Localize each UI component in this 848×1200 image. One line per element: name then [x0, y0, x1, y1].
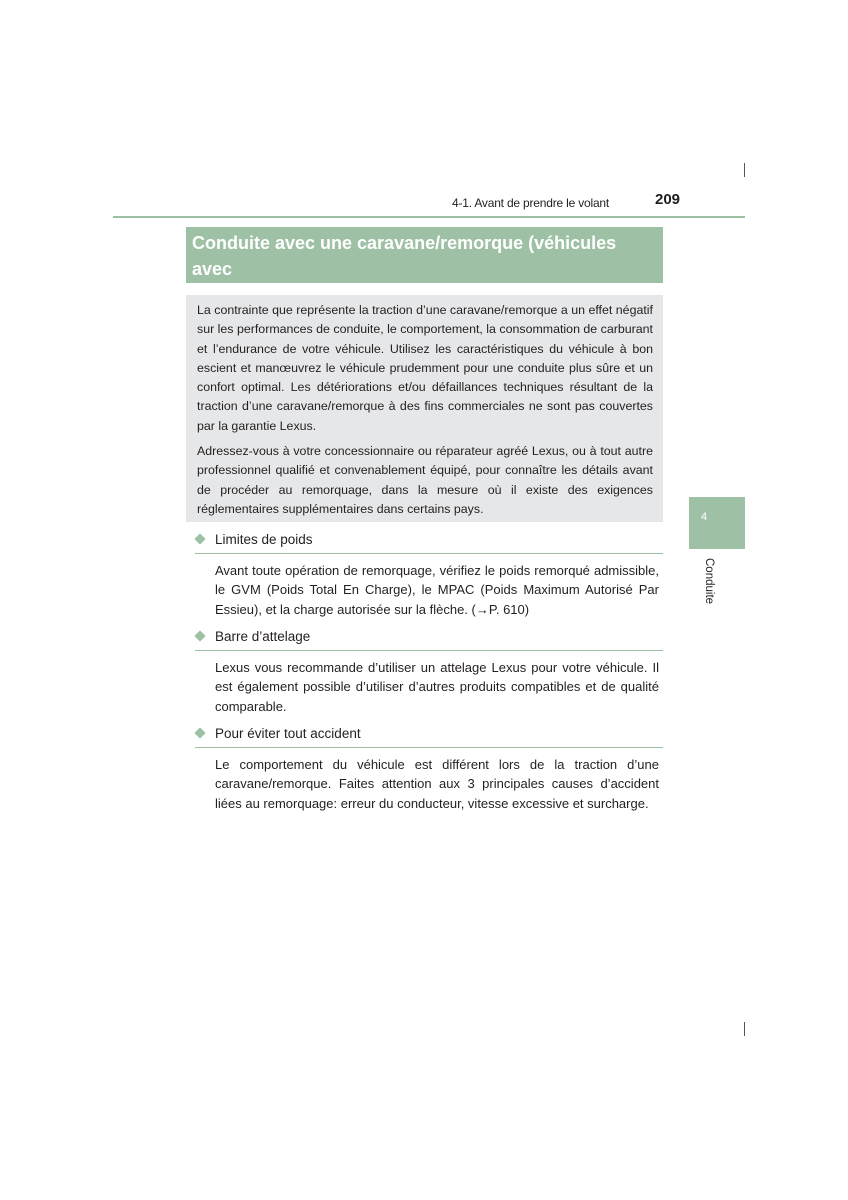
page-number: 209 [655, 191, 681, 208]
running-header: 4-1. Avant de prendre le volant [452, 196, 610, 210]
chapter-label: Conduite [703, 558, 715, 605]
chapter-tab [689, 497, 745, 549]
subsection-header [195, 628, 663, 651]
crop-mark-top [744, 163, 745, 177]
intro-paragraph: Adressez-vous à votre concessionnaire ou réparateur agréé Lexus, ou à tout autre professionnel qualifié et convenablement équipé, pour connaître les détails avant de procéder au remorquage, dans la mesure où il existe des exigences réglementaires supplémentaires dans certains pays. [197, 444, 653, 516]
subsection-body: Le comportement du véhicule est différent lors de la traction d’une caravane/remorque. Faites attention aux 3 principales causes d’accident liées au remorquage: erreur du conducteur, vitesse excessive et surcharge. [215, 757, 659, 811]
intro-paragraph: La contrainte que représente la traction d’une caravane/remorque a un effet négatif sur les performances de conduite, le comportement, la consommation de carburant et l’endurance de votre véhicule. Utilisez les caractéristiques du véhicule à bon escient et manœuvrez le véhicule prudemment pour une conduite plus sûre et un confort optimal. Les détériorations et/ou défaillances techniques résultant de la traction d’une caravane/remorque à des fins commerciales ne sont pas couvertes par la garantie Lexus. [197, 303, 653, 433]
subsection-body: Avant toute opération de remorquage, vérifiez le poids remorqué admissible, le GVM (Poids Total En Charge), le MPAC (Poids Maximum Autorisé Par Essieu), et la charge autorisée sur la flèche. (→P. 610) [215, 563, 659, 617]
subsection-avoid-accidents [195, 725, 663, 813]
subsection-title: Pour éviter tout accident [215, 726, 361, 741]
subsection-tow-bar [195, 628, 663, 716]
section-title-line-1: Conduite avec une caravane/remorque (véhicules avec [192, 233, 617, 279]
subsection-body: Lexus vous recommande d’utiliser un attelage Lexus pour votre véhicule. Il est également possible d’utiliser d’autres produits compatibles et de qualité comparable. [215, 660, 659, 714]
subsection-weight-limits [195, 531, 663, 619]
section-title [186, 227, 663, 283]
header-rule [113, 216, 745, 218]
diamond-bullet-icon [194, 630, 205, 641]
subsection-header [195, 531, 663, 554]
chapter-number: 4 [701, 511, 708, 523]
diamond-bullet-icon [194, 727, 205, 738]
diamond-bullet-icon [194, 533, 205, 544]
subsection-header [195, 725, 663, 748]
crop-mark-bottom [744, 1022, 745, 1036]
subsection-title: Barre d’attelage [215, 629, 311, 644]
subsection-title: Limites de poids [215, 532, 313, 547]
intro-box [186, 295, 663, 522]
